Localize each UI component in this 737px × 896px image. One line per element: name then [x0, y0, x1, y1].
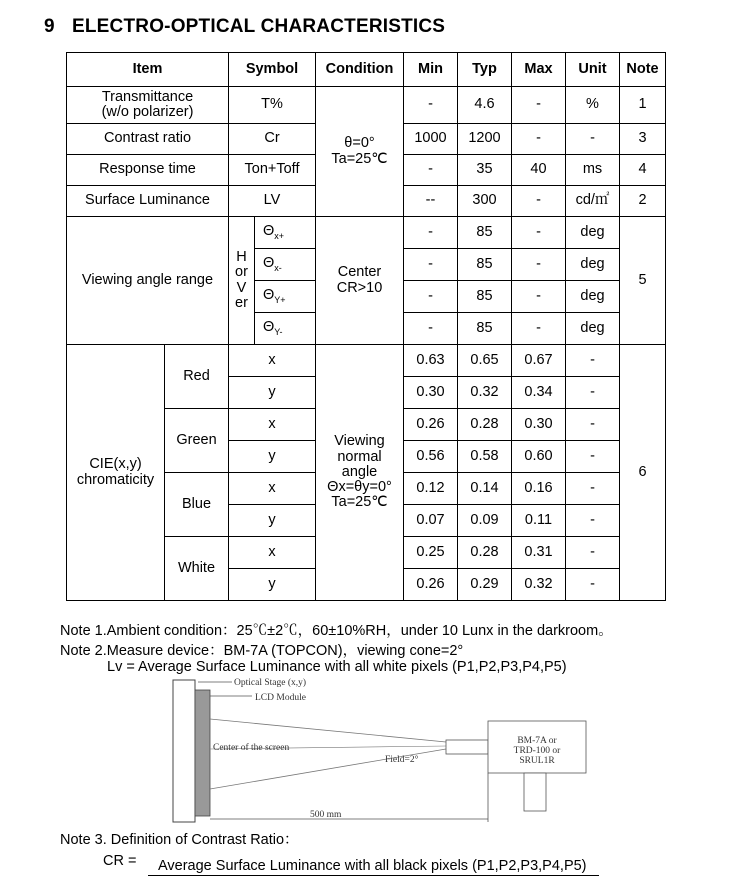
typ-cell: 300	[458, 186, 512, 217]
max-cell: 0.34	[512, 377, 566, 409]
typ-cell: 35	[458, 155, 512, 186]
min-cell: 0.30	[404, 377, 458, 409]
header-condition: Condition	[316, 53, 404, 87]
unit-cell: deg	[566, 281, 620, 313]
unit-cell: -	[566, 537, 620, 569]
electro-optical-table	[66, 52, 666, 601]
distance-label: 500 mm	[310, 810, 342, 820]
note-cell: 2	[620, 186, 666, 217]
device-label-1: BM-7A or	[517, 736, 557, 746]
min-cell: -	[404, 313, 458, 345]
min-cell: -	[404, 155, 458, 186]
item-cell: Response time	[67, 155, 229, 186]
typ-cell: 0.09	[458, 505, 512, 537]
item-cell: Transmittance (w/o polarizer)	[67, 87, 229, 124]
typ-cell: 4.6	[458, 87, 512, 124]
section-number: 9	[44, 16, 55, 37]
color-cell: Red	[165, 345, 229, 409]
note-3: Note 3. Definition of Contrast Ratio：	[60, 832, 299, 848]
min-cell: --	[404, 186, 458, 217]
typ-cell: 85	[458, 281, 512, 313]
max-cell: -	[512, 217, 566, 249]
section-heading: ELECTRO-OPTICAL CHARACTERISTICS	[72, 16, 446, 37]
symbol-cell: $\Theta_{Y+}$	[255, 281, 316, 313]
max-cell: -	[512, 313, 566, 345]
lv-definition: Lv = Average Surface Luminance with all white pixels (P1,P2,P3,P4,P5)	[107, 659, 567, 675]
min-cell: 0.63	[404, 345, 458, 377]
header-item: Item	[67, 53, 229, 87]
max-cell: -	[512, 186, 566, 217]
cr-label: CR =	[103, 853, 137, 869]
typ-cell: 0.58	[458, 441, 512, 473]
max-cell: 0.16	[512, 473, 566, 505]
typ-cell: 0.65	[458, 345, 512, 377]
table-row	[67, 87, 666, 124]
symbol-cell: LV	[229, 186, 316, 217]
symbol-cell: Cr	[229, 124, 316, 155]
unit-cell: deg	[566, 313, 620, 345]
instrument-lens	[446, 740, 488, 754]
optical-stage-label: Optical Stage (x,y)	[234, 678, 307, 688]
typ-cell: 85	[458, 249, 512, 281]
typ-cell: 85	[458, 217, 512, 249]
max-cell: -	[512, 87, 566, 124]
max-cell: 0.60	[512, 441, 566, 473]
typ-cell: 0.14	[458, 473, 512, 505]
note-cell: 3	[620, 124, 666, 155]
unit-cell: deg	[566, 217, 620, 249]
field-label: Field=2°	[385, 755, 419, 765]
cr-numerator: Average Surface Luminance with all black pixels (P1,P2,P3,P4,P5)	[148, 858, 599, 876]
section-title	[44, 16, 445, 38]
table-row	[67, 217, 666, 249]
max-cell: 0.31	[512, 537, 566, 569]
lcd-module	[195, 690, 210, 816]
min-cell: 0.07	[404, 505, 458, 537]
typ-cell: 1200	[458, 124, 512, 155]
axis-cell: y	[229, 377, 316, 409]
min-cell: 0.26	[404, 569, 458, 601]
symbol-cell: $\Theta_{x+}$	[255, 217, 316, 249]
note-cell: 4	[620, 155, 666, 186]
symbol-cell: T%	[229, 87, 316, 124]
header-symbol: Symbol	[229, 53, 316, 87]
device-label-3: SRUL1R	[519, 756, 555, 766]
unit-cell: -	[566, 441, 620, 473]
color-cell: Blue	[165, 473, 229, 537]
header-unit: Unit	[566, 53, 620, 87]
unit-cell: deg	[566, 249, 620, 281]
table-row	[67, 345, 666, 377]
axis-cell: x	[229, 473, 316, 505]
max-cell: 0.67	[512, 345, 566, 377]
note-cell: 1	[620, 87, 666, 124]
max-cell: -	[512, 124, 566, 155]
note-2: Note 2.Measure device：BM-7A (TOPCON)，viewing cone=2°	[60, 643, 464, 659]
note-1: Note 1.Ambient condition：25℃±2℃，60±10%RH，under 10 Lunx in the darkroom。	[60, 623, 613, 639]
symbol-cell: $\Theta_{x-}$	[255, 249, 316, 281]
typ-cell: 0.29	[458, 569, 512, 601]
max-cell: 0.32	[512, 569, 566, 601]
condition-cell: Center CR>10	[316, 217, 404, 345]
axis-cell: y	[229, 441, 316, 473]
item-cell: Contrast ratio	[67, 124, 229, 155]
header-max: Max	[512, 53, 566, 87]
axis-cell: y	[229, 569, 316, 601]
max-cell: -	[512, 249, 566, 281]
instrument-stand	[524, 773, 546, 811]
item-cell: Surface Luminance	[67, 186, 229, 217]
symbol-cell: $\Theta_{Y-}$	[255, 313, 316, 345]
color-cell: Green	[165, 409, 229, 473]
unit-cell: -	[566, 345, 620, 377]
header-typ: Typ	[458, 53, 512, 87]
min-cell: -	[404, 249, 458, 281]
min-cell: -	[404, 217, 458, 249]
typ-cell: 0.32	[458, 377, 512, 409]
min-cell: 0.26	[404, 409, 458, 441]
axis-cell: x	[229, 409, 316, 441]
unit-cell: %	[566, 87, 620, 124]
unit-cell: -	[566, 505, 620, 537]
color-cell: White	[165, 537, 229, 601]
header-min: Min	[404, 53, 458, 87]
hv-cell: H or V er	[229, 217, 255, 345]
item-cell: CIE(x,y) chromaticity	[67, 345, 165, 601]
min-cell: 0.25	[404, 537, 458, 569]
note-cell: 5	[620, 217, 666, 345]
unit-cell: -	[566, 409, 620, 441]
axis-cell: x	[229, 537, 316, 569]
min-cell: -	[404, 281, 458, 313]
unit-cell: -	[566, 124, 620, 155]
condition-cell: Viewing normal angle Θx=θy=0° Ta=25℃	[316, 345, 404, 601]
min-cell: 1000	[404, 124, 458, 155]
unit-cell: -	[566, 473, 620, 505]
center-of-screen-label: Center of the screen	[213, 743, 290, 753]
device-label-2: TRD-100 or	[513, 746, 561, 756]
axis-cell: y	[229, 505, 316, 537]
unit-cell: -	[566, 377, 620, 409]
typ-cell: 0.28	[458, 409, 512, 441]
symbol-cell: Ton+Toff	[229, 155, 316, 186]
unit-cell: cd/㎡	[566, 186, 620, 217]
lcd-module-label: LCD Module	[255, 693, 306, 703]
optical-stage	[173, 680, 195, 822]
min-cell: 0.56	[404, 441, 458, 473]
measurement-diagram	[170, 676, 590, 824]
min-cell: 0.12	[404, 473, 458, 505]
typ-cell: 0.28	[458, 537, 512, 569]
axis-cell: x	[229, 345, 316, 377]
item-cell: Viewing angle range	[67, 217, 229, 345]
header-note: Note	[620, 53, 666, 87]
max-cell: 40	[512, 155, 566, 186]
max-cell: -	[512, 281, 566, 313]
typ-cell: 85	[458, 313, 512, 345]
max-cell: 0.30	[512, 409, 566, 441]
unit-cell: ms	[566, 155, 620, 186]
unit-cell: -	[566, 569, 620, 601]
min-cell: -	[404, 87, 458, 124]
note-cell: 6	[620, 345, 666, 601]
condition-cell: θ=0° Ta=25℃	[316, 87, 404, 217]
max-cell: 0.11	[512, 505, 566, 537]
